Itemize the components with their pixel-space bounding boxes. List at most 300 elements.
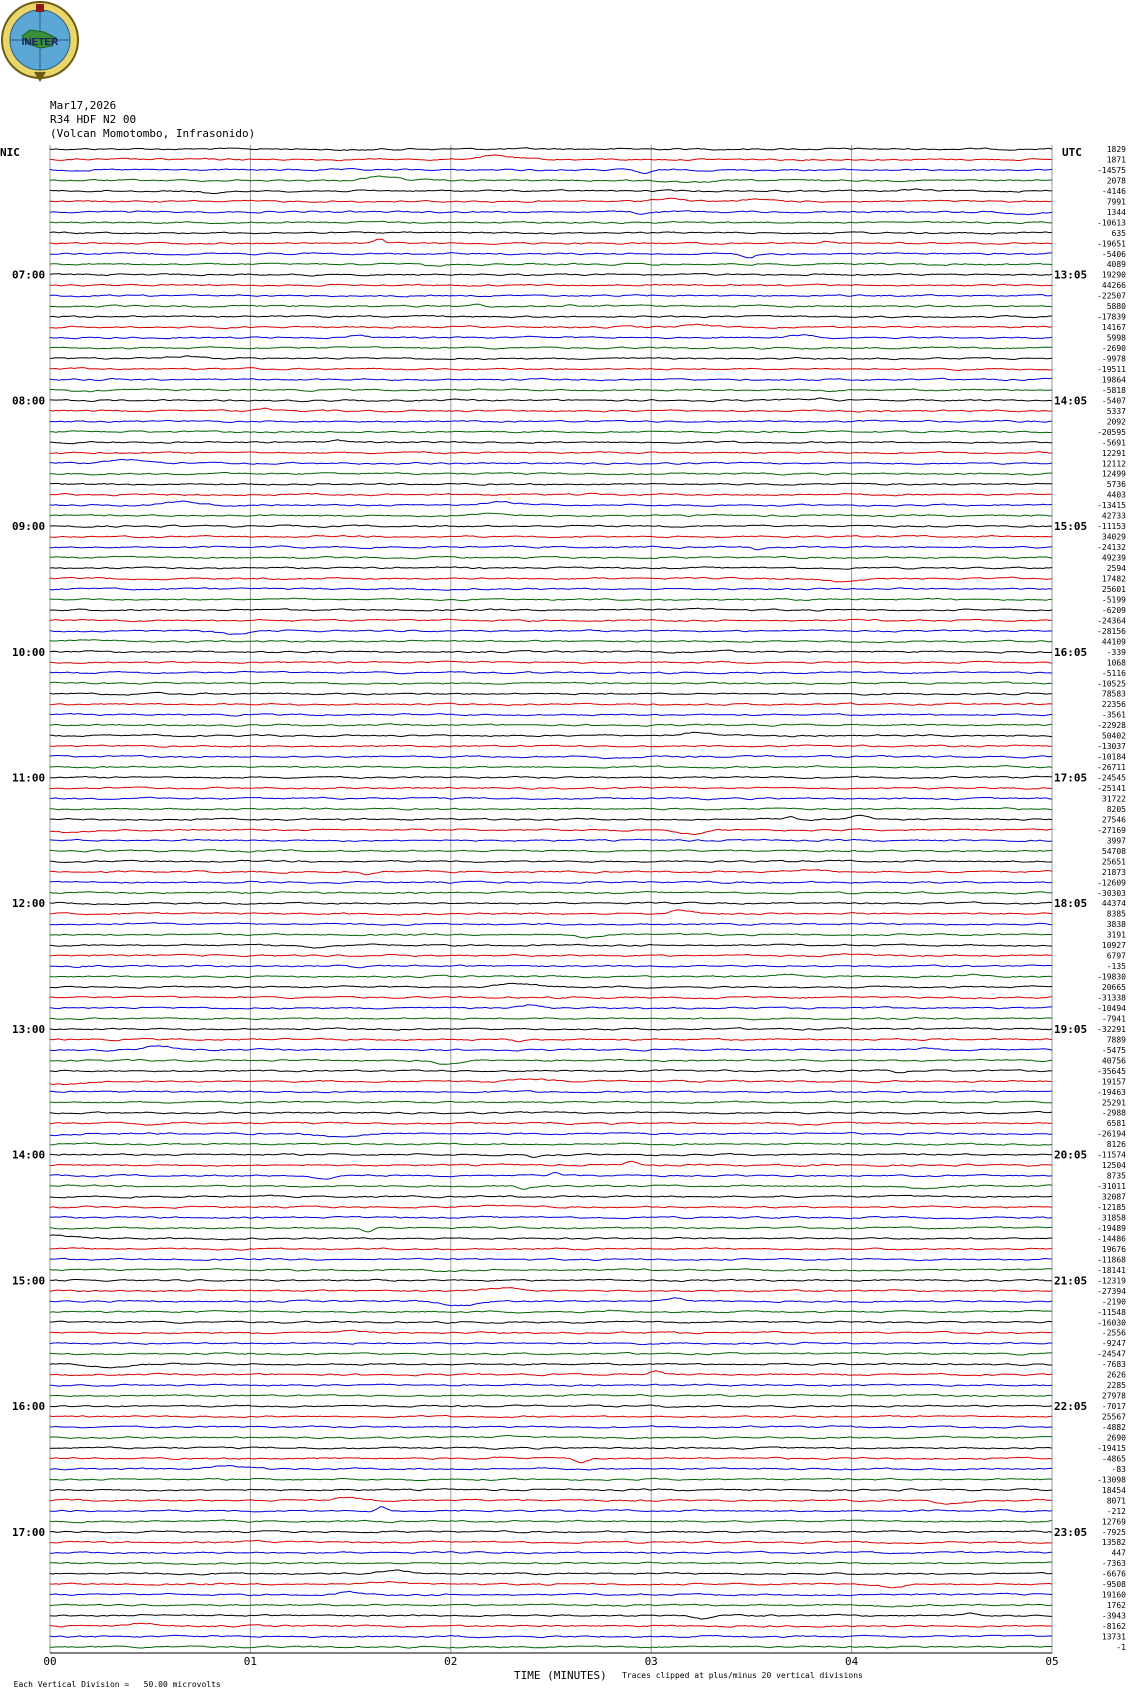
left-hour-label: 17:00	[12, 1525, 46, 1539]
trace-offset-label: 14167	[1101, 323, 1126, 333]
trace-offset-label: -24545	[1097, 773, 1126, 783]
trace-line	[50, 1562, 1052, 1565]
trace-line	[50, 295, 1052, 297]
trace-offset-label: 25601	[1101, 584, 1126, 594]
trace-offset-label: -32291	[1097, 1024, 1126, 1034]
trace-offset-label: -25141	[1097, 784, 1126, 794]
trace-offset-label: 6797	[1106, 951, 1126, 961]
trace-offset-label: 19157	[1101, 1077, 1126, 1087]
trace-offset-label: 49239	[1101, 553, 1126, 563]
left-hour-label: 11:00	[12, 771, 46, 785]
trace-line	[50, 1173, 1052, 1180]
trace-offset-label: -7017	[1101, 1402, 1126, 1412]
trace-offset-label: -24547	[1097, 1349, 1126, 1359]
trace-offset-label: -9978	[1101, 354, 1126, 364]
trace-offset-label: 7991	[1106, 197, 1126, 207]
right-hour-label: 20:05	[1054, 1148, 1088, 1162]
trace-offset-label: 12499	[1101, 469, 1126, 479]
trace-offset-label: -12185	[1097, 1203, 1126, 1213]
trace-offset-label: -27169	[1097, 825, 1126, 835]
trace-offset-label: -13098	[1097, 1475, 1126, 1485]
trace-line	[50, 1330, 1052, 1334]
trace-offset-label: -16030	[1097, 1318, 1126, 1328]
x-tick-label: 03	[644, 1655, 658, 1668]
header-location: (Volcan Momotombo, Infrasonido)	[50, 127, 256, 140]
right-hour-label: 13:05	[1054, 268, 1088, 282]
trace-line	[50, 1551, 1052, 1553]
trace-line	[50, 714, 1052, 717]
trace-offset-label: 1344	[1106, 207, 1126, 217]
trace-line	[50, 1005, 1052, 1009]
trace-line	[50, 1091, 1052, 1093]
trace-line	[50, 829, 1052, 835]
trace-offset-label: -18141	[1097, 1265, 1126, 1275]
trace-offset-label: -6676	[1101, 1569, 1126, 1579]
trace-line	[50, 459, 1052, 464]
trace-offset-label: 21873	[1101, 867, 1126, 877]
trace-offset-label: -8162	[1101, 1622, 1126, 1632]
trace-offset-label: -30303	[1097, 888, 1126, 898]
trace-offset-label: -10525	[1097, 679, 1126, 689]
trace-line	[50, 588, 1052, 590]
trace-offset-label: -19651	[1097, 239, 1126, 249]
trace-offset-label: 31858	[1101, 1213, 1126, 1223]
scale-note-text: Each Vertical Division = 50.00 microvolts	[13, 1680, 221, 1689]
trace-offset-label: 8385	[1106, 909, 1126, 919]
trace-line	[50, 368, 1052, 371]
trace-offset-label: 3997	[1106, 836, 1126, 846]
trace-line	[50, 1038, 1052, 1042]
trace-line	[50, 1466, 1052, 1471]
header-station: R34 HDF N2 00	[50, 113, 137, 126]
trace-offset-label: -7925	[1101, 1527, 1126, 1537]
trace-offset-label: -212	[1106, 1506, 1126, 1516]
trace-line	[50, 189, 1052, 194]
trace-line	[50, 839, 1052, 841]
left-hour-label: 12:00	[12, 897, 46, 911]
trace-offset-label: -14486	[1097, 1234, 1126, 1244]
trace-offset-label: 25567	[1101, 1412, 1126, 1422]
trace-offset-label: -20595	[1097, 427, 1126, 437]
trace-line	[50, 1520, 1052, 1523]
trace-line	[50, 198, 1052, 202]
trace-offset-label: -7683	[1101, 1360, 1126, 1370]
header-date: Mar17,2026	[50, 99, 117, 112]
trace-offset-label: 40756	[1101, 1056, 1126, 1066]
trace-offset-label: 54708	[1101, 846, 1126, 856]
x-tick-labels	[43, 1655, 1058, 1668]
x-tick-label: 04	[844, 1655, 859, 1668]
trace-line	[50, 608, 1052, 611]
trace-line	[50, 1371, 1052, 1376]
trace-offset-label: 8735	[1106, 1171, 1126, 1181]
trace-offset-label: 44109	[1101, 637, 1126, 647]
trace-offset-label: 78583	[1101, 689, 1126, 699]
trace-line	[50, 1604, 1052, 1607]
trace-line	[50, 944, 1052, 948]
trace-line	[50, 1582, 1052, 1588]
trace-offset-label: 12291	[1101, 448, 1126, 458]
trace-line	[50, 996, 1052, 999]
trace-line	[50, 536, 1052, 538]
trace-line	[50, 1258, 1052, 1260]
trace-offset-label: 32087	[1101, 1192, 1126, 1202]
trace-offset-label: -4882	[1101, 1423, 1126, 1433]
trace-offset-label: 19290	[1101, 270, 1126, 280]
trace-offset-label: 12504	[1101, 1161, 1126, 1171]
trace-line	[50, 408, 1052, 412]
trace-offset-label: -22928	[1097, 721, 1126, 731]
trace-line	[50, 1478, 1052, 1480]
trace-line	[50, 1288, 1052, 1292]
trace-line	[50, 1646, 1052, 1648]
x-tick-label: 01	[243, 1655, 258, 1668]
trace-offset-label: -14575	[1097, 165, 1126, 175]
trace-line	[50, 1195, 1052, 1198]
trace-line	[50, 378, 1052, 381]
trace-line	[50, 1161, 1052, 1166]
x-axis-label: TIME (MINUTES)	[514, 1669, 607, 1682]
trace-line	[50, 630, 1052, 635]
trace-line	[50, 1101, 1052, 1103]
trace-offset-label: -13037	[1097, 742, 1126, 752]
left-hour-label: 15:00	[12, 1274, 46, 1288]
trace-line	[50, 1310, 1052, 1313]
trace-offset-label: 18454	[1101, 1485, 1126, 1495]
trace-line	[50, 1507, 1052, 1512]
trace-offset-label: 20665	[1101, 983, 1126, 993]
trace-line	[50, 766, 1052, 769]
trace-offset-label: -11153	[1097, 522, 1126, 532]
trace-offset-label: -5475	[1101, 1045, 1126, 1055]
right-hour-labels	[1054, 269, 1087, 1539]
trace-line	[50, 176, 1052, 183]
trace-offset-label: -12319	[1097, 1276, 1126, 1286]
trace-line	[50, 797, 1052, 800]
trace-offset-label: -24132	[1097, 543, 1126, 553]
logo-text: INETER	[21, 37, 59, 48]
trace-line	[50, 356, 1052, 360]
trace-offset-label: 44266	[1101, 281, 1126, 291]
trace-line	[50, 304, 1052, 307]
trace-line	[50, 1352, 1052, 1355]
trace-line	[50, 776, 1052, 778]
left-timezone-label: NIC	[0, 146, 20, 159]
trace-line	[50, 1248, 1052, 1251]
trace-line	[50, 1028, 1052, 1031]
trace-offset-label: -5199	[1101, 595, 1126, 605]
trace-offset-label: -28156	[1097, 626, 1126, 636]
trace-line	[50, 1046, 1052, 1052]
trace-offset-label: 17482	[1101, 574, 1126, 584]
trace-offset-label: 31722	[1101, 794, 1126, 804]
trace-line	[50, 263, 1052, 266]
scale-note	[4, 1671, 221, 1689]
trace-line	[50, 1384, 1052, 1386]
trace-line	[50, 1143, 1052, 1145]
trace-offset-label: -19415	[1097, 1443, 1126, 1453]
trace-offset-label: 5736	[1106, 480, 1126, 490]
trace-offset-label: 12769	[1101, 1517, 1126, 1527]
trace-line	[50, 1227, 1052, 1232]
trace-line	[50, 274, 1052, 277]
left-hour-label: 08:00	[12, 394, 46, 408]
trace-line	[50, 815, 1052, 820]
trace-offset-label: 2092	[1106, 417, 1126, 427]
trace-line	[50, 892, 1052, 895]
trace-line	[50, 567, 1052, 569]
trace-offset-label: 42733	[1101, 511, 1126, 521]
trace-line	[50, 974, 1052, 978]
trace-line	[50, 787, 1052, 789]
right-hour-label: 22:05	[1054, 1400, 1088, 1414]
trace-offset-label: -26194	[1097, 1129, 1126, 1139]
trace-offset-label: 1762	[1106, 1601, 1126, 1611]
trace-offset-label: -4146	[1101, 186, 1126, 196]
trace-line	[50, 1070, 1052, 1073]
trace-offset-label: 13731	[1101, 1632, 1126, 1642]
trace-line	[50, 1122, 1052, 1125]
trace-offset-label: 7889	[1106, 1035, 1126, 1045]
right-hour-label: 14:05	[1054, 394, 1088, 408]
trace-offset-label: 8071	[1106, 1496, 1126, 1506]
trace-offset-label: 12112	[1101, 459, 1126, 469]
trace-line	[50, 1205, 1052, 1208]
trace-line	[50, 1405, 1052, 1408]
trace-line	[50, 431, 1052, 433]
right-hour-label: 18:05	[1054, 897, 1088, 911]
left-hour-label: 16:00	[12, 1400, 46, 1414]
trace-line	[50, 1394, 1052, 1396]
trace-offset-label: -5116	[1101, 668, 1126, 678]
trace-offset-label: -7363	[1101, 1559, 1126, 1569]
trace-line	[50, 169, 1052, 174]
trace-offset-label: 3838	[1106, 920, 1126, 930]
trace-offset-label: -1	[1116, 1643, 1126, 1652]
trace-offset-label: 8126	[1106, 1140, 1126, 1150]
trace-offset-label: -22507	[1097, 291, 1126, 301]
trace-offset-label: -83	[1111, 1464, 1126, 1474]
trace-line	[50, 619, 1052, 621]
trace-offset-label: 13582	[1101, 1538, 1126, 1548]
trace-offset-label: -3943	[1101, 1611, 1126, 1621]
trace-offset-label: 44374	[1101, 899, 1126, 909]
trace-offset-label: -19511	[1097, 364, 1126, 374]
trace-line	[50, 1363, 1052, 1368]
trace-offset-label: 2285	[1106, 1381, 1126, 1391]
trace-line	[50, 483, 1052, 485]
trace-line	[50, 1570, 1052, 1575]
trace-offset-label: 22356	[1101, 700, 1126, 710]
trace-line	[50, 1489, 1052, 1491]
trace-line	[50, 1426, 1052, 1428]
trace-offset-label: -9508	[1101, 1580, 1126, 1590]
trace-line	[50, 860, 1052, 862]
trace-offset-label: 25291	[1101, 1098, 1126, 1108]
left-hour-labels	[12, 269, 45, 1539]
trace-offset-label: -24364	[1097, 616, 1126, 626]
trace-line	[50, 556, 1052, 558]
trace-line	[50, 1185, 1052, 1190]
trace-offset-label: 10927	[1101, 941, 1126, 951]
trace-line	[50, 745, 1052, 747]
trace-line	[50, 1531, 1052, 1533]
trace-line	[50, 546, 1052, 550]
trace-line	[50, 910, 1052, 915]
trace-line	[50, 452, 1052, 454]
trace-offset-label: -17839	[1097, 312, 1126, 322]
trace-line	[50, 1613, 1052, 1619]
trace-offset-label: -135	[1106, 962, 1126, 972]
trace-offset-label: -5818	[1101, 385, 1126, 395]
trace-line	[50, 1216, 1052, 1219]
trace-offset-label: -10613	[1097, 218, 1126, 228]
trace-line	[50, 221, 1052, 223]
trace-line	[50, 1154, 1052, 1158]
right-hour-label: 19:05	[1054, 1022, 1088, 1036]
trace-line	[50, 671, 1052, 673]
clip-note: Traces clipped at plus/minus 20 vertical divisions	[622, 1671, 863, 1680]
trace-offset-label: -2556	[1101, 1328, 1126, 1338]
trace-offset-label: -11868	[1097, 1255, 1126, 1265]
trace-line	[50, 661, 1052, 663]
left-hour-label: 14:00	[12, 1148, 46, 1162]
left-hour-label: 09:00	[12, 520, 46, 534]
trace-line	[50, 1457, 1052, 1463]
trace-line	[50, 983, 1052, 988]
left-hour-label: 07:00	[12, 268, 46, 282]
trace-offset-label: -26711	[1097, 763, 1126, 773]
trace-line	[50, 1017, 1052, 1020]
trace-line	[50, 682, 1052, 685]
trace-line	[50, 755, 1052, 758]
trace-line	[50, 239, 1052, 244]
trace-line	[50, 148, 1052, 151]
trace-offset-label: 2078	[1106, 176, 1126, 186]
trace-line	[50, 473, 1052, 476]
trace-offset-label: -2988	[1101, 1108, 1126, 1118]
trace-offset-label: -19463	[1097, 1087, 1126, 1097]
trace-offset-label: 25651	[1101, 857, 1126, 867]
left-hour-label: 13:00	[12, 1022, 46, 1036]
trace-line	[50, 1133, 1052, 1138]
trace-line	[50, 1635, 1052, 1638]
trace-line	[50, 525, 1052, 527]
trace-offset-labels	[1097, 145, 1126, 1652]
trace-line	[50, 1079, 1052, 1085]
trace-offset-label: -7941	[1101, 1014, 1126, 1024]
trace-line	[50, 1235, 1052, 1240]
trace-line	[50, 1269, 1052, 1272]
trace-offset-label: 4403	[1106, 490, 1126, 500]
trace-line	[50, 692, 1052, 695]
trace-offset-label: -5691	[1101, 438, 1126, 448]
trace-line	[50, 513, 1052, 517]
right-hour-label: 23:05	[1054, 1525, 1088, 1539]
trace-line	[50, 808, 1052, 810]
trace-offset-label: 1068	[1106, 658, 1126, 668]
trace-line	[50, 1342, 1052, 1344]
right-hour-label: 16:05	[1054, 645, 1088, 659]
trace-offset-label: -27394	[1097, 1286, 1126, 1296]
trace-line	[50, 598, 1052, 601]
trace-offset-label: 635	[1111, 228, 1126, 238]
trace-offset-label: -10494	[1097, 1003, 1126, 1013]
trace-line	[50, 1112, 1052, 1114]
trace-line	[50, 1447, 1052, 1449]
trace-line	[50, 1497, 1052, 1504]
trace-offset-label: 19160	[1101, 1590, 1126, 1600]
trace-offset-label: -13415	[1097, 501, 1126, 511]
trace-line	[50, 1540, 1052, 1543]
trace-offset-label: -9247	[1101, 1339, 1126, 1349]
trace-line	[50, 650, 1052, 653]
trace-line	[50, 284, 1052, 286]
trace-line	[50, 923, 1052, 926]
trace-offset-label: -31338	[1097, 993, 1126, 1003]
trace-offset-label: -19830	[1097, 972, 1126, 982]
trace-line	[50, 902, 1052, 905]
trace-line	[50, 398, 1052, 402]
x-tick-label: 02	[444, 1655, 458, 1668]
trace-offset-label: 50402	[1101, 731, 1126, 741]
right-hour-label: 21:05	[1054, 1274, 1088, 1288]
trace-line	[50, 232, 1052, 234]
trace-line	[50, 703, 1052, 706]
trace-offset-label: -31011	[1097, 1182, 1126, 1192]
trace-offset-label: 5880	[1106, 302, 1126, 312]
trace-offset-label: 4089	[1106, 260, 1126, 270]
trace-offset-label: -6209	[1101, 605, 1126, 615]
trace-offset-label: 1871	[1106, 155, 1126, 165]
trace-offset-label: 3191	[1106, 930, 1126, 940]
trace-offset-label: -2190	[1101, 1297, 1126, 1307]
trace-line	[50, 1436, 1052, 1439]
trace-line	[50, 501, 1052, 506]
trace-line	[50, 724, 1052, 727]
trace-offset-label: -19489	[1097, 1223, 1126, 1233]
x-tick-label: 00	[43, 1655, 57, 1668]
x-tick-label: 05	[1045, 1655, 1059, 1668]
trace-line	[50, 315, 1052, 317]
trace-offset-label: 2594	[1106, 564, 1126, 574]
trace-offset-label: 2626	[1106, 1370, 1126, 1380]
trace-line	[50, 1591, 1052, 1595]
trace-offset-label: 6581	[1106, 1119, 1126, 1129]
right-timezone-label: UTC	[1062, 146, 1082, 159]
trace-line	[50, 1623, 1052, 1627]
trace-line	[50, 335, 1052, 339]
trace-line	[50, 870, 1052, 875]
trace-offset-label: 34029	[1101, 532, 1126, 542]
trace-line	[50, 732, 1052, 736]
trace-line	[50, 211, 1052, 215]
trace-offset-label: -5407	[1101, 396, 1126, 406]
trace-offset-label: -339	[1106, 647, 1126, 657]
trace-offset-label: -3561	[1101, 710, 1126, 720]
trace-offset-label: -35645	[1097, 1066, 1126, 1076]
trace-line	[50, 640, 1052, 643]
trace-series	[50, 148, 1052, 1648]
trace-line	[50, 1415, 1052, 1417]
trace-offset-label: 2690	[1106, 1433, 1126, 1443]
trace-offset-label: 5337	[1106, 406, 1126, 416]
trace-offset-label: -11574	[1097, 1150, 1126, 1160]
trace-line	[50, 155, 1052, 161]
trace-offset-label: -5406	[1101, 249, 1126, 259]
right-hour-label: 15:05	[1054, 520, 1088, 534]
trace-line	[50, 1298, 1052, 1306]
